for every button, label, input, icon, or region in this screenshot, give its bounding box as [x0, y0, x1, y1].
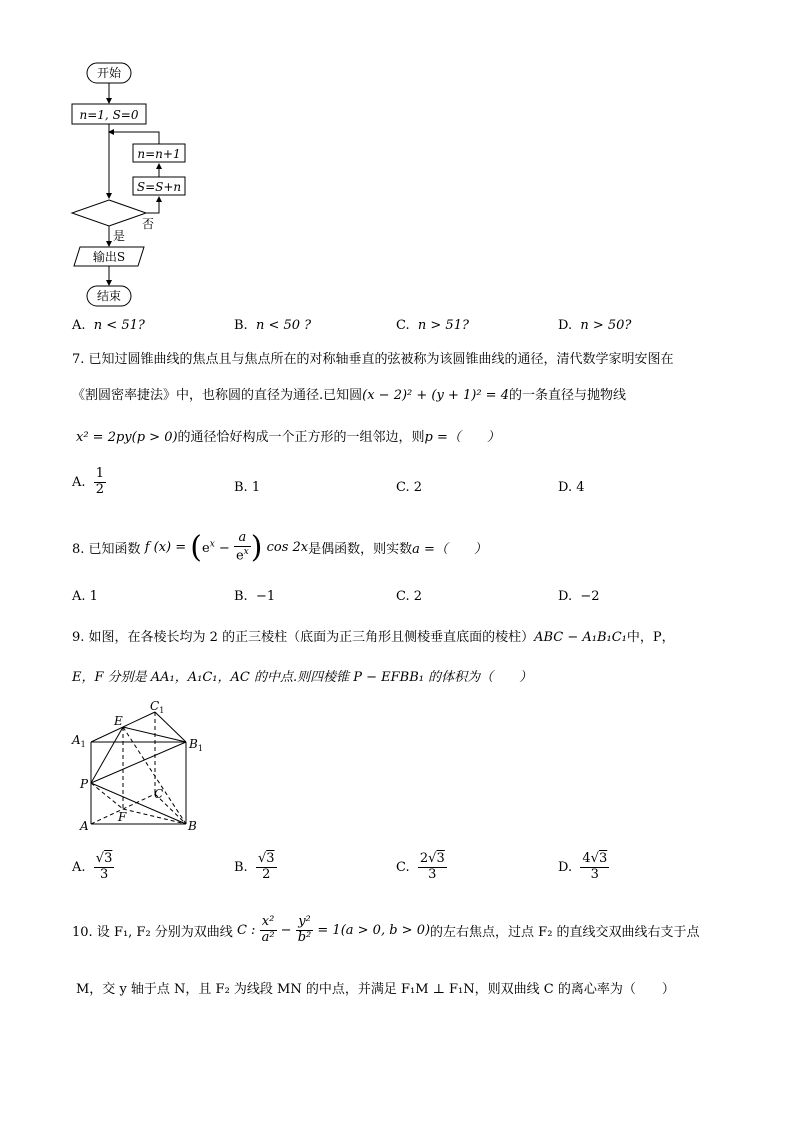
flow-start-label: 开始 — [96, 66, 122, 80]
q9-option-b: B. $\frac{√3}{2}$ — [234, 851, 275, 882]
q9-option-c: C. $\frac{2√3}{3}$ — [396, 851, 445, 882]
flow-no-label: 否 — [142, 217, 155, 231]
label-f: F — [118, 810, 127, 824]
label-b1: $B_1$ — [189, 737, 203, 753]
q6-option-a: A. n < 51? — [72, 318, 145, 333]
flow-end-label: 结束 — [96, 289, 122, 303]
q9-line1: 9. 如图，在各棱长均为 2 的正三棱柱（底面为正三角形且侧棱垂直底面的棱柱）ABC − A₁B₁C₁中，P， — [72, 630, 675, 645]
flow-init-label: n=1, S=0 — [79, 108, 139, 122]
q7-option-b: B. 1 — [234, 480, 261, 495]
prism-figure — [70, 700, 210, 840]
q10-line1: 10. 设 F₁, F₂ 分别为双曲线 C : $\frac{\text{x²}}{\text{a²}}$ − $\frac{\text{y²}}{\text{b²}}$ = 1(a > 0, b > 0)的左右焦点，过点 F₂ 的直线交双曲线右支于点 — [72, 914, 700, 945]
q7-option-c: C. 2 — [396, 480, 423, 495]
q8-stem: 8. 已知函数 f $(x) = (e^x$ − $\frac{a}{e^x}$ ) cos 2x是偶函数，则实数a =（ ） — [72, 529, 487, 565]
flow-decision-diamond — [72, 200, 146, 226]
q7-option-d: D. 4 — [558, 480, 585, 495]
q6-option-c: C. n > 51? — [396, 318, 469, 333]
q9-option-d: D. $\frac{4√3}{3}$ — [558, 851, 608, 882]
flow-step1-label: n=n+1 — [137, 147, 181, 161]
q7-line1: 7. 已知过圆锥曲线的焦点且与焦点所在的对称轴垂直的弦被称为该圆锥曲线的通径，清代数学家明安图在 — [72, 352, 674, 367]
q10-line2: M，交 y 轴于点 N，且 F₂ 为线段 MN 的中点，并满足 F₁M ⊥ F₁N，则双曲线 C 的离心率为（ ） — [76, 982, 675, 997]
q7-option-a: A. $\frac{1}{2}$ — [72, 466, 105, 497]
q8-option-d: D. −2 — [558, 589, 600, 604]
flowchart — [60, 58, 210, 313]
label-e: E — [114, 714, 123, 728]
q6-option-d: D. n > 50? — [558, 318, 632, 333]
q6-option-b: B. n < 50 ? — [234, 318, 312, 333]
q8-option-a: A. 1 — [72, 589, 98, 604]
q7-line2: 《割圆密率捷法》中，也称圆的直径为通径.已知圆(x − 2)² + (y + 1)² = 4的一条直径与抛物线 — [72, 388, 626, 403]
q7-line3: x² = 2py(p > 0)的通径恰好构成一个正方形的一组邻边，则p =（ ） — [76, 430, 500, 445]
label-a: A — [80, 819, 89, 833]
label-b: B — [188, 819, 197, 833]
flow-output-label: 输出S — [92, 250, 126, 264]
flow-step2-label: S=S+n — [136, 180, 182, 194]
q9-line2: E，F 分别是 AA₁，A₁C₁，AC 的中点.则四棱锥 P − EFBB₁ 的体积为（ ） — [72, 670, 533, 685]
label-c: C — [154, 787, 164, 801]
label-p: P — [80, 777, 89, 791]
q8-option-b: B. −1 — [234, 589, 276, 604]
label-c1: $C_1$ — [150, 700, 165, 715]
q8-option-c: C. 2 — [396, 589, 423, 604]
flow-yes-label: 是 — [113, 229, 126, 243]
q9-option-a: A. $\frac{√3}{3}$ — [72, 851, 113, 882]
label-a1: $A_1$ — [72, 733, 86, 749]
